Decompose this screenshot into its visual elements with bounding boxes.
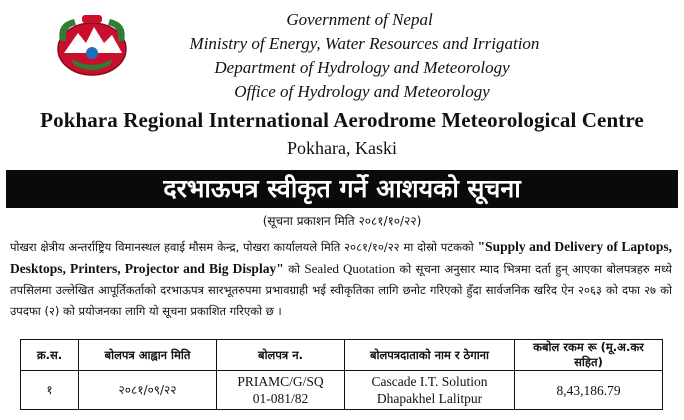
- col-header-amount: कबोल रकम रू (मू.अ.कर सहित): [515, 340, 663, 371]
- project-title: "Supply and Delivery of Laptops, Desktops, Printers, Projector and Big Display": [10, 239, 672, 276]
- bidder-address: Dhapakhel Lalitpur: [376, 391, 483, 406]
- col-header-sn: क्र.स.: [21, 340, 79, 371]
- col-header-date: बोलपत्र आह्वान मिति: [79, 340, 217, 371]
- government-line: Government of Nepal: [286, 10, 433, 29]
- body-text-part3: को सूचना अनुसार म्याद भित्रमा दर्ता हुन् आएका बोलपत्रहरु मध्ये तपसिलमा उल्लेखित आपूर्तिकर्ताको दरभाऊपत्र सारभूतरुपमा प्रभावग्राही भई स्वीकृतिका लागि छनोट गरिएको हुँदा सार्वजनिक खरिद ऐन २०६३ को दफा २७ को उपदफा (२) को प्रयोजनका लागि यो सूचना प्रकाशित गरिएको छ ।: [10, 262, 672, 318]
- table-header-row: [21, 340, 663, 371]
- bid-no-line2: 01-081/82: [252, 391, 309, 406]
- cell-sn: १: [21, 371, 79, 410]
- ministry-line: Ministry of Energy, Water Resources and Irrigation: [189, 34, 540, 53]
- department-line: Department of Hydrology and Meteorology: [214, 58, 510, 77]
- table-row: [21, 371, 663, 410]
- notice-body: [10, 236, 672, 322]
- cell-bidder: [345, 371, 515, 410]
- office-line: Office of Hydrology and Meteorology: [234, 82, 490, 101]
- notice-title-banner: दरभाऊपत्र स्वीकृत गर्ने आशयको सूचना: [6, 170, 678, 208]
- publication-date: (सूचना प्रकाशन मिति २०८१/१०/२२): [262, 214, 422, 228]
- col-header-bidder: बोलपत्रदाताको नाम र ठेगाना: [345, 340, 515, 371]
- col-header-bid-no: बोलपत्र न.: [217, 340, 345, 371]
- bid-no-line1: PRIAMC/G/SQ: [237, 374, 324, 389]
- office-header: [0, 8, 684, 160]
- body-text-part1: पोखरा क्षेत्रीय अन्तर्राष्ट्रिय विमानस्थल हवाई मौसम केन्द्र, पोखरा कार्यालयले मिति २०८१/१०/२२ मा दोस्रो पटकको: [10, 240, 478, 254]
- centre-name: Pokhara Regional International Aerodrome Meteorological Centre: [40, 108, 644, 132]
- bidder-name: Cascade I.T. Solution: [371, 374, 488, 389]
- location-line: Pokhara, Kaski: [287, 138, 397, 158]
- body-text-part2: को: [283, 262, 305, 276]
- bid-table: [20, 339, 663, 410]
- cell-amount: 8,43,186.79: [515, 371, 663, 410]
- sealed-quotation-text: Sealed Quotation: [304, 261, 396, 276]
- cell-date: २०८१/०९/२२: [79, 371, 217, 410]
- cell-bid-no: [217, 371, 345, 410]
